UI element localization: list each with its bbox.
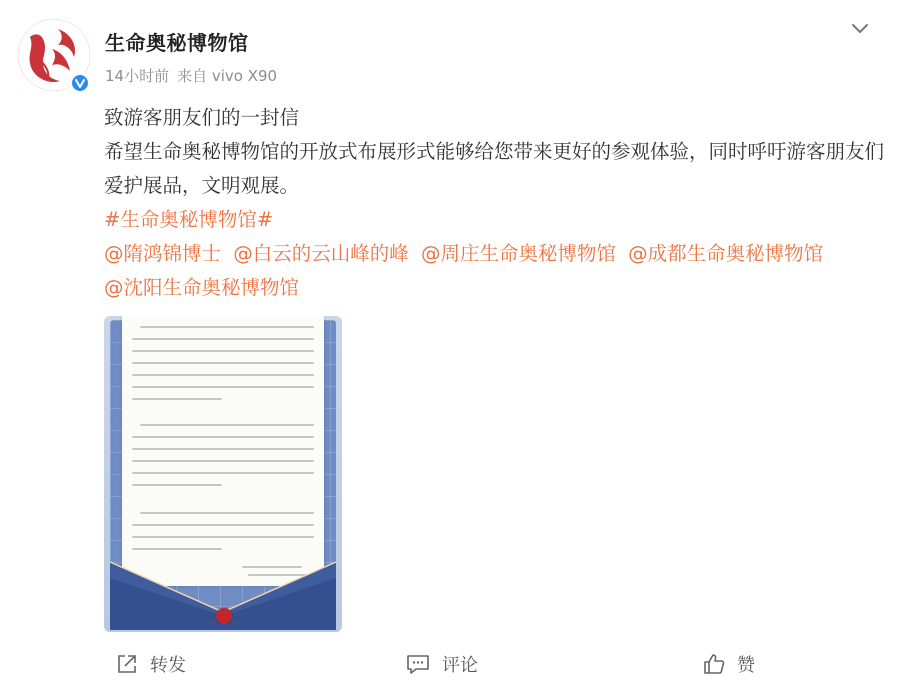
post-title-line: 致游客朋友们的一封信 — [104, 106, 300, 129]
post-source: 来自 vivo X90 — [177, 67, 278, 85]
post-meta — [105, 65, 277, 86]
post-body-line: 希望生命奥秘博物馆的开放式布展形式能够给您带来更好的参观体验，同时呼吁游客朋友们爱护展品，文明观展。 — [104, 140, 885, 197]
chevron-down-icon[interactable] — [848, 16, 872, 40]
verified-v-icon — [70, 73, 90, 93]
post-image[interactable] — [104, 316, 342, 632]
mention-link[interactable]: @白云的云山峰的峰 — [233, 242, 409, 265]
comment-label: 评论 — [442, 655, 478, 676]
action-bar — [0, 644, 900, 684]
envelope-graphic — [104, 316, 342, 632]
like-button[interactable] — [703, 650, 755, 678]
mention-link[interactable]: @周庄生命奥秘博物馆 — [420, 242, 616, 265]
repost-label: 转发 — [150, 655, 186, 676]
hashtag-link[interactable]: #生命奥秘博物馆# — [104, 208, 274, 231]
share-icon — [116, 653, 138, 675]
like-label: 赞 — [737, 655, 755, 676]
avatar[interactable] — [18, 19, 92, 93]
post-time: 14小时前 — [105, 67, 170, 85]
author-name[interactable]: 生命奥秘博物馆 — [105, 31, 249, 55]
mention-link[interactable]: @沈阳生命奥秘博物馆 — [104, 276, 300, 299]
thumbs-up-icon — [703, 653, 725, 675]
comment-icon — [406, 653, 430, 675]
post-content — [104, 101, 884, 305]
wax-seal — [216, 608, 232, 624]
mentions-line — [104, 237, 884, 271]
mention-link[interactable]: @成都生命奥秘博物馆 — [628, 242, 824, 265]
mention-link[interactable]: @隋鸿锦博士 — [104, 242, 222, 265]
repost-button[interactable] — [116, 650, 186, 678]
comment-button[interactable] — [406, 650, 478, 678]
